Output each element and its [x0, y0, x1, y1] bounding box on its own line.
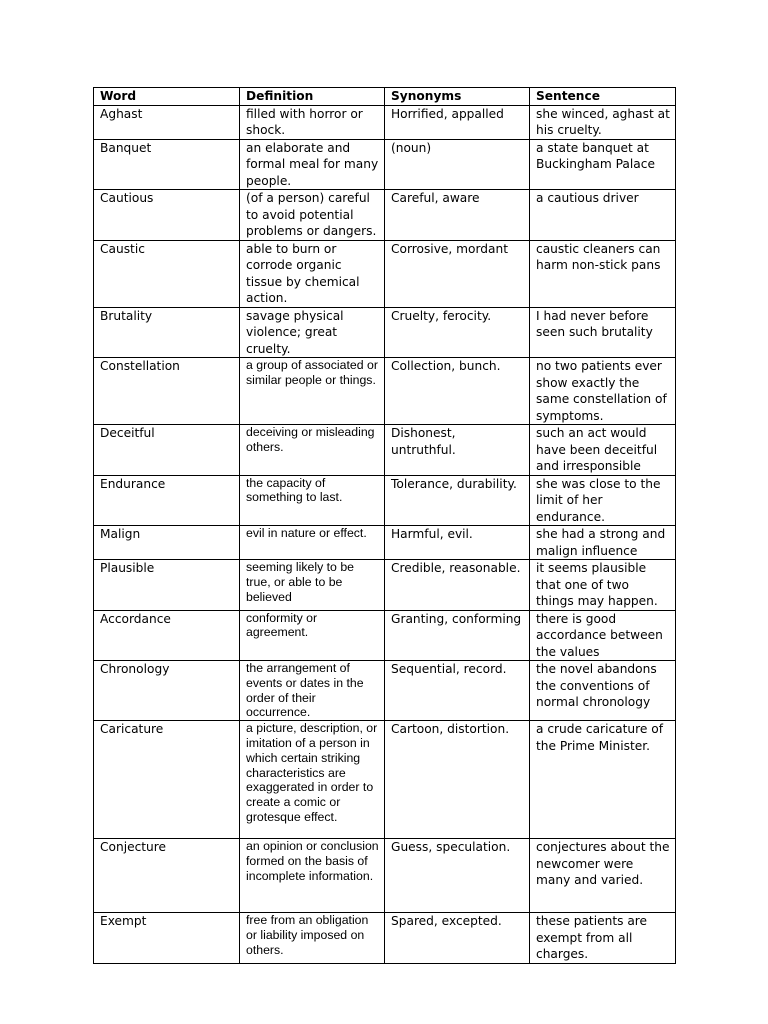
cell-word: Banquet	[94, 139, 240, 190]
cell-synonyms: Spared, excepted.	[385, 913, 530, 964]
cell-sentence: a crude caricature of the Prime Minister.	[530, 721, 676, 839]
table-row	[94, 307, 676, 358]
cell-definition: an opinion or conclusion formed on the basis of incomplete information.	[240, 839, 385, 913]
cell-word: Deceitful	[94, 425, 240, 476]
cell-synonyms: Horrified, appalled	[385, 105, 530, 139]
cell-synonyms: Careful, aware	[385, 190, 530, 241]
cell-word: Accordance	[94, 610, 240, 661]
cell-sentence: she winced, aghast at his cruelty.	[530, 105, 676, 139]
table-row	[94, 105, 676, 139]
cell-synonyms: Cartoon, distortion.	[385, 721, 530, 839]
cell-word: Caricature	[94, 721, 240, 839]
cell-sentence: conjectures about the newcomer were many and varied.	[530, 839, 676, 913]
cell-definition: seeming likely to be true, or able to be believed	[240, 560, 385, 611]
cell-definition: able to burn or corrode organic tissue by chemical action.	[240, 240, 385, 307]
header-word: Word	[94, 88, 240, 106]
table-row	[94, 913, 676, 964]
cell-word: Conjecture	[94, 839, 240, 913]
cell-synonyms: Tolerance, durability.	[385, 475, 530, 526]
cell-definition: conformity or agreement.	[240, 610, 385, 661]
cell-sentence: caustic cleaners can harm non-stick pans	[530, 240, 676, 307]
cell-synonyms: (noun)	[385, 139, 530, 190]
header-synonyms: Synonyms	[385, 88, 530, 106]
cell-sentence: a cautious driver	[530, 190, 676, 241]
table-row	[94, 425, 676, 476]
cell-word: Aghast	[94, 105, 240, 139]
cell-sentence: she had a strong and malign influence	[530, 526, 676, 560]
table-row	[94, 661, 676, 721]
cell-word: Cautious	[94, 190, 240, 241]
cell-sentence: it seems plausible that one of two things may happen.	[530, 560, 676, 611]
cell-sentence: no two patients ever show exactly the same constellation of symptoms.	[530, 358, 676, 425]
table-row	[94, 610, 676, 661]
cell-definition: an elaborate and formal meal for many people.	[240, 139, 385, 190]
cell-definition: evil in nature or effect.	[240, 526, 385, 560]
cell-synonyms: Dishonest, untruthful.	[385, 425, 530, 476]
cell-synonyms: Collection, bunch.	[385, 358, 530, 425]
cell-sentence: there is good accordance between the values	[530, 610, 676, 661]
cell-definition: filled with horror or shock.	[240, 105, 385, 139]
table-row	[94, 139, 676, 190]
cell-synonyms: Granting, conforming	[385, 610, 530, 661]
header-sentence: Sentence	[530, 88, 676, 106]
cell-definition: a group of associated or similar people or things.	[240, 358, 385, 425]
header-definition: Definition	[240, 88, 385, 106]
cell-sentence: such an act would have been deceitful and irresponsible	[530, 425, 676, 476]
cell-sentence: the novel abandons the conventions of normal chronology	[530, 661, 676, 721]
cell-word: Malign	[94, 526, 240, 560]
table-header-row	[94, 88, 676, 106]
table-row	[94, 475, 676, 526]
cell-word: Constellation	[94, 358, 240, 425]
table-row	[94, 358, 676, 425]
cell-word: Chronology	[94, 661, 240, 721]
cell-definition: savage physical violence; great cruelty.	[240, 307, 385, 358]
cell-synonyms: Corrosive, mordant	[385, 240, 530, 307]
cell-sentence: I had never before seen such brutality	[530, 307, 676, 358]
table-row	[94, 526, 676, 560]
table-row	[94, 839, 676, 913]
cell-synonyms: Cruelty, ferocity.	[385, 307, 530, 358]
cell-synonyms: Credible, reasonable.	[385, 560, 530, 611]
cell-definition: the arrangement of events or dates in the order of their occurrence.	[240, 661, 385, 721]
cell-definition: the capacity of something to last.	[240, 475, 385, 526]
table-row	[94, 721, 676, 839]
cell-synonyms: Guess, speculation.	[385, 839, 530, 913]
cell-definition: a picture, description, or imitation of a person in which certain striking characteristics are exaggerated in order to create a comic or grotesque effect.	[240, 721, 385, 839]
cell-definition: deceiving or misleading others.	[240, 425, 385, 476]
cell-word: Caustic	[94, 240, 240, 307]
cell-word: Endurance	[94, 475, 240, 526]
cell-synonyms: Sequential, record.	[385, 661, 530, 721]
table-row	[94, 190, 676, 241]
cell-word: Plausible	[94, 560, 240, 611]
cell-synonyms: Harmful, evil.	[385, 526, 530, 560]
cell-word: Brutality	[94, 307, 240, 358]
vocabulary-table	[93, 87, 676, 964]
cell-sentence: a state banquet at Buckingham Palace	[530, 139, 676, 190]
cell-word: Exempt	[94, 913, 240, 964]
cell-sentence: these patients are exempt from all charges.	[530, 913, 676, 964]
table-row	[94, 560, 676, 611]
cell-sentence: she was close to the limit of her endurance.	[530, 475, 676, 526]
table-row	[94, 240, 676, 307]
cell-definition: (of a person) careful to avoid potential problems or dangers.	[240, 190, 385, 241]
cell-definition: free from an obligation or liability imposed on others.	[240, 913, 385, 964]
